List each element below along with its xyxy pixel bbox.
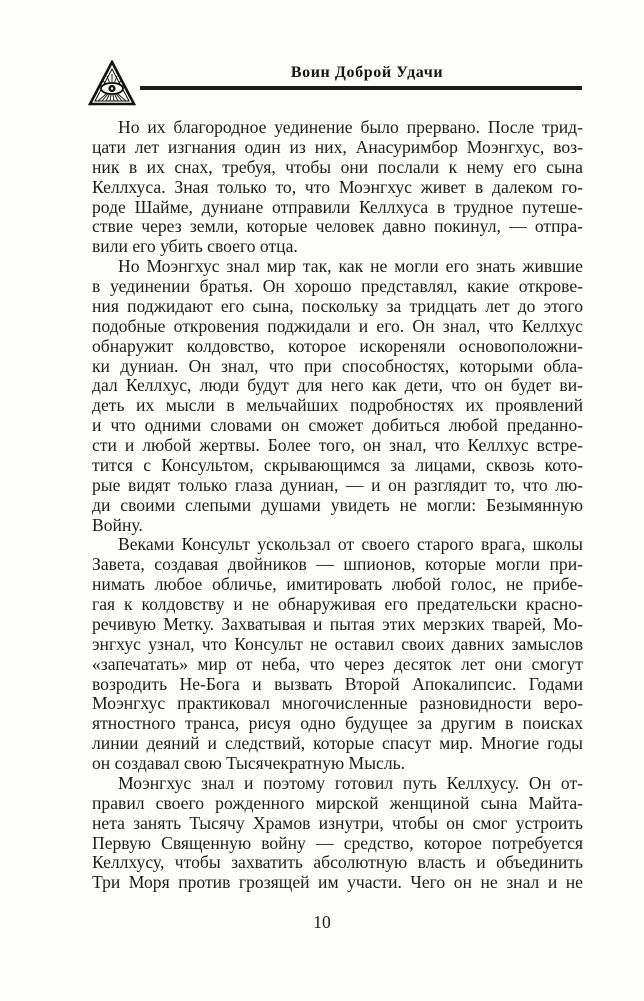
- text-line: деть их мысли в мельчайших подробностях их проявлений: [92, 395, 583, 416]
- text-line: Келлхуса. Зная только то, что Моэнгхус живет в далеком го-: [92, 176, 583, 197]
- text-line: энгхус узнал, что Консульт не оставил своих давних замыслов: [92, 633, 583, 654]
- text-line: Моэнгхус знал и поэтому готовил путь Келлхусу. Он от-: [118, 772, 583, 793]
- text-line: Веками Консульт ускользал от своего старого врага, школы: [118, 534, 583, 555]
- running-title: Воин Доброй Удачи: [290, 64, 444, 81]
- text-line: вили его убить своего отца.: [92, 236, 298, 257]
- text-line: Завета, создавая двойников — шпионов, которые могли при-: [92, 554, 583, 575]
- paragraph: [92, 257, 583, 535]
- text-line: Но Моэнгхус знал мир так, как не могли его знать жившие: [118, 256, 583, 277]
- header-rule: [140, 86, 582, 90]
- running-head: [88, 60, 582, 110]
- text-line: ки дуниан. Он знал, что при способностях, которыми обла-: [92, 355, 583, 376]
- paragraph: [92, 535, 583, 774]
- text-line: Войну.: [92, 514, 143, 535]
- text-line: цати лет изгнания один из них, Анасуримбор Моэнгхус, воз-: [92, 136, 583, 157]
- body-text: [92, 118, 583, 893]
- text-line: рые видят только глаза дуниан, — и он разглядит то, что лю-: [92, 474, 583, 495]
- text-line: дал Келлхус, люди будут для него как дети, что он будет ви-: [92, 375, 583, 396]
- text-line: роде Шайме, дуниане отправили Келлхуса в трудное путеше-: [92, 196, 583, 217]
- text-line: ния поджидают его сына, поскольку за тридцать лет до этого: [92, 295, 583, 316]
- text-line: ди своими слепыми душами увидеть не могли: Безымянную: [92, 494, 583, 515]
- text-line: ник в их снах, требуя, чтобы они послали к нему его сына: [92, 156, 583, 177]
- text-line: линии деяний и следствий, которые спасут мир. Многие годы: [92, 733, 583, 754]
- text-line: Три Моря против грозящей им участи. Чего он не знал и не: [92, 872, 583, 893]
- text-line: обнаружит колдовство, которое искореняли основоположни-: [92, 335, 583, 356]
- text-line: нета занять Тысячу Храмов изнутри, чтобы он смог устроить: [92, 812, 583, 833]
- text-line: в уединении братья. Он хорошо представлял, какие открове-: [92, 276, 583, 296]
- text-line: «запечатать» мир от неба, что через десяток лет они смогут: [92, 653, 583, 674]
- text-line: речивую Метку. Захватывая и пытая этих мерзких тварей, Мо-: [92, 613, 583, 634]
- paragraph: [92, 118, 583, 257]
- text-line: и что одними словами он сможет добиться любой преданно-: [92, 415, 583, 436]
- text-line: Келлхусу, чтобы захватить абсолютную власть и объединить: [92, 852, 583, 873]
- text-line: нимать любое обличье, имитировать любой голос, не прибе-: [92, 574, 583, 595]
- text-line: правил своего рожденного мирской женщиной сына Майта-: [92, 792, 583, 813]
- text-line: Первую Священную войну — средство, которое потребуется: [92, 832, 583, 853]
- text-line: Но их благородное уединение было прервано. После трид-: [118, 117, 583, 137]
- text-line: ствие через земли, которые человек давно покинул, — отпра-: [92, 216, 583, 237]
- text-line: возродить Не-Бога и вызвать Второй Апокалипсис. Годами: [92, 673, 583, 694]
- text-line: он создавал свою Тысячекратную Мысль.: [92, 753, 406, 773]
- text-line: сти и любой жертвы. Более того, он знал, что Келлхус встре-: [92, 435, 583, 455]
- page-number: 10: [313, 912, 331, 932]
- text-line: ятностного транса, рисуя одно будущее за другим в поисках: [92, 713, 583, 734]
- text-line: подобные откровения поджидали и его. Он знал, что Келлхус: [92, 315, 583, 336]
- paragraph: [92, 774, 583, 893]
- text-line: Моэнгхус практиковал многочисленные разновидности веро-: [92, 693, 583, 714]
- text-line: тится с Консультом, скрывающимся за лицами, сквозь кото-: [92, 454, 583, 475]
- text-line: гая к колдовству и не обнаруживая его предательски красно-: [92, 594, 583, 614]
- eye-of-providence-icon: [88, 60, 136, 106]
